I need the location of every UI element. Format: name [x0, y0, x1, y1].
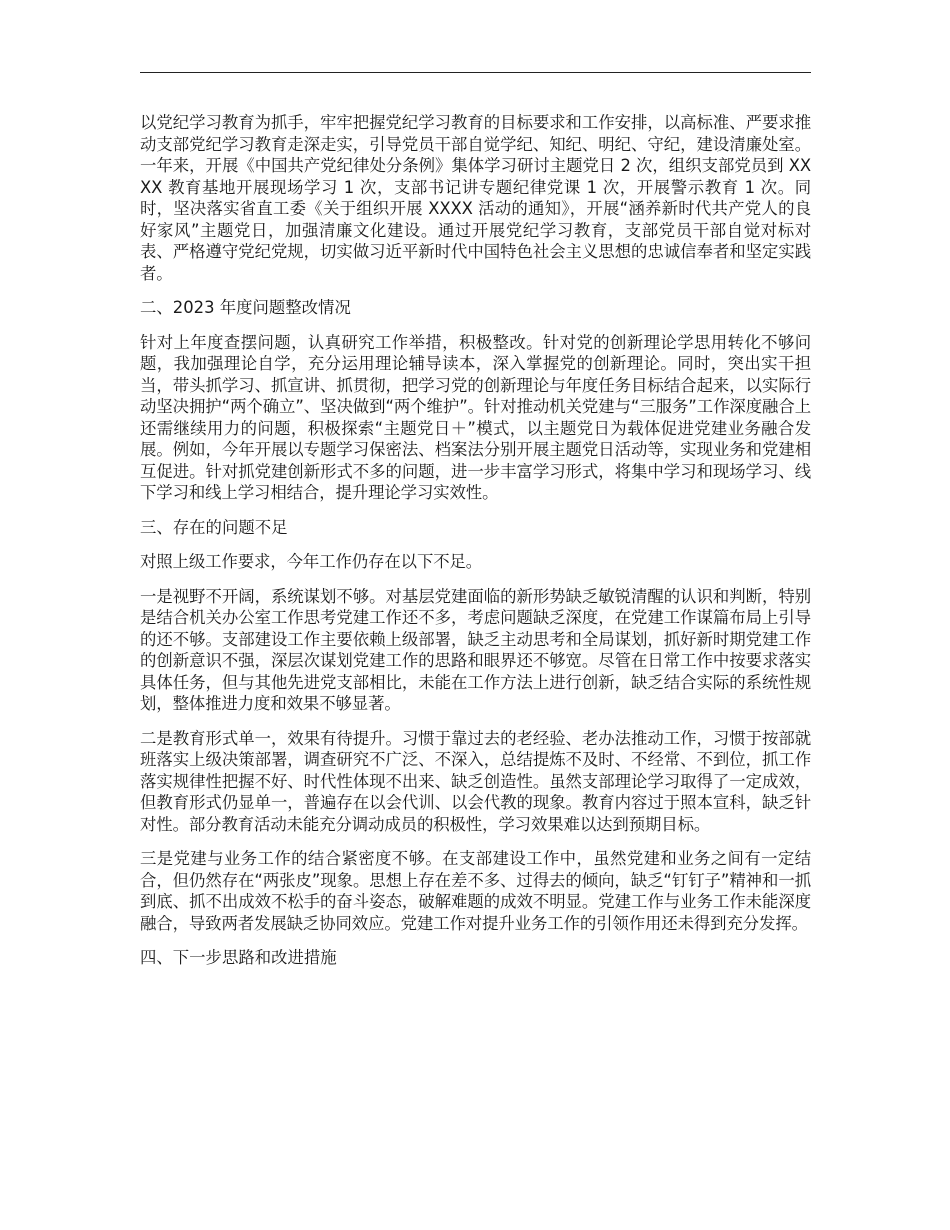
- paragraph-problem-three: 三是党建与业务工作的结合紧密度不够。在支部建设工作中，虽然党建和业务之间有一定结合，但仍然存在“两张皮”现象。思想上存在差不多、过得去的倾向，缺乏“钉钉子”精神和一抓到底、抓不出成效不松手的奋斗姿态，破解难题的成效不明显。党建工作与业务工作未能深度融合，导致两者发展缺乏协同效应。党建工作对提升业务工作的引领作用还未得到充分发挥。: [140, 849, 811, 933]
- paragraph-problems-intro: 对照上级工作要求，今年工作仍存在以下不足。: [140, 552, 483, 571]
- section-heading-next-steps: 四、下一步思路和改进措施: [140, 948, 337, 967]
- document-body: [140, 112, 811, 982]
- paragraph-party-discipline: 以党纪学习教育为抓手，牢牢把握党纪学习教育的目标要求和工作安排，以高标准、严要求推动支部党纪学习教育走深走实，引导党员干部自觉学纪、知纪、明纪、守纪，建设清廉处室。一年来，开展《中国共产党纪律处分条例》集体学习研讨主题党日 2 次，组织支部党员到 XXXX 教育基地开展现场学习 1 次，支部书记讲专题纪律党课 1 次，开展警示教育 1 次。同时，坚决落实省直工委《关于组织开展 XXXX 活动的通知》，开展“涵养新时代共产党人的良好家风”主题党日，加强清廉文化建设。通过开展党纪学习教育，支部党员干部自觉对标对表、严格遵守党纪党规，切实做习近平新时代中国特色社会主义思想的忠诚信奉者和坚定实践者。: [140, 113, 811, 283]
- paragraph-problem-one: 一是视野不开阔，系统谋划不够。对基层党建面临的新形势缺乏敏锐清醒的认识和判断，特别是结合机关办公室工作思考党建工作还不多，考虑问题缺乏深度，在党建工作谋篇布局上引导的还不够。支部建设工作主要依赖上级部署，缺乏主动思考和全局谋划，抓好新时期党建工作的创新意识不强，深层次谋划党建工作的思路和眼界还不够宽。尽管在日常工作中按要求落实具体任务，但与其他先进党支部相比，未能在工作方法上进行创新，缺乏结合实际的系统性规划，整体推进力度和效果不够显著。: [140, 586, 811, 713]
- paragraph-problem-two: 二是教育形式单一，效果有待提升。习惯于靠过去的老经验、老办法推动工作，习惯于按部就班落实上级决策部署，调查研究不广泛、不深入，总结提炼不及时、不经常、不到位，抓工作落实规律性把握不好、时代性体现不出来、缺乏创造性。虽然支部理论学习取得了一定成效，但教育形式仍显单一，普遍存在以会代训、以会代教的现象。教育内容过于照本宣科，缺乏针对性。部分教育活动未能充分调动成员的积极性，学习效果难以达到预期目标。: [140, 728, 811, 834]
- section-heading-2023-rectification: 二、2023 年度问题整改情况: [140, 298, 351, 317]
- header-rule: [140, 72, 811, 73]
- paragraph-rectification: 针对上年度查摆问题，认真研究工作举措，积极整改。针对党的创新理论学思用转化不够问题，我加强理论自学，充分运用理论辅导读本，深入掌握党的创新理论。同时，突出实干担当，带头抓学习、抓宣讲、抓贯彻，把学习党的创新理论与年度任务目标结合起来，以实际行动坚决拥护“两个确立”、坚决做到“两个维护”。针对推动机关党建与“三服务”工作深度融合上还需继续用力的问题，积极探索“主题党日＋”模式，以主题党日为载体促进党建业务融合发展。例如，今年开展以专题学习保密法、档案法分别开展主题党日活动等，实现业务和党建相互促进。针对抓党建创新形式不多的问题，进一步丰富学习形式，将集中学习和现场学习、线下学习和线上学习相结合，提升理论学习实效性。: [140, 332, 811, 502]
- section-heading-problems: 三、存在的问题不足: [140, 517, 288, 537]
